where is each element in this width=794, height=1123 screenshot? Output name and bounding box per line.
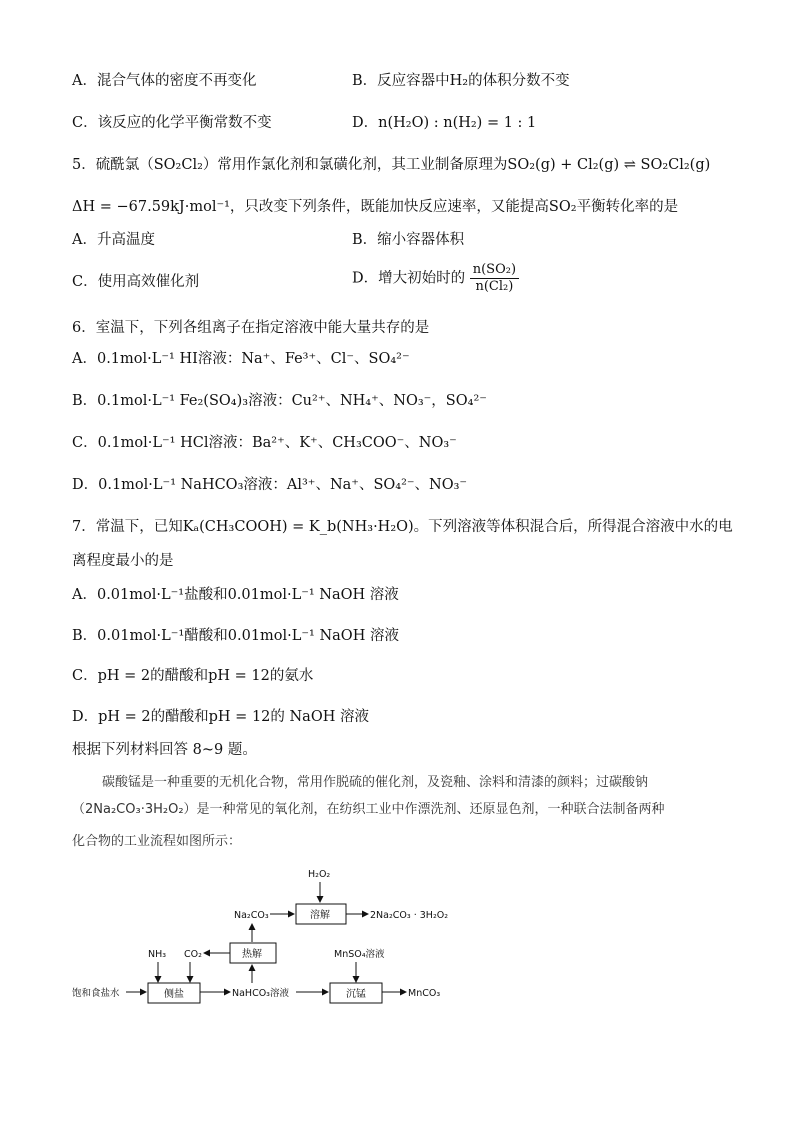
q5-option-b: B．缩小容器体积 <box>352 232 465 248</box>
q5-option-d-fraction <box>470 262 519 295</box>
q7-option-d: D．pH = 2的醋酸和pH = 12的 NaOH 溶液 <box>72 709 369 725</box>
flow-na2co3-label: Na₂CO₃ <box>234 910 269 921</box>
q5-stem-line2: ΔH = −67.59kJ·mol⁻¹，只改变下列条件，既能加快反应速率，又能提高SO₂平衡转化率的是 <box>72 199 679 215</box>
q7-stem-line2: 离程度最小的是 <box>72 553 174 569</box>
q5-stem-line1: 5．硫酰氯（SO₂Cl₂）常用作氯化剂和氯磺化剂，其工业制备原理为SO₂(g) + Cl₂(g) ⇌ SO₂Cl₂(g) <box>72 157 711 173</box>
q5-option-d <box>352 262 519 295</box>
flow-nh3-label: NH₃ <box>148 949 167 960</box>
q5-option-a: A．升高温度 <box>72 232 155 248</box>
q5-option-d-denominator: n(Cl₂) <box>475 279 514 294</box>
flow-pyrolysis-label: 热解 <box>242 949 262 960</box>
q6-option-a: A．0.1mol·L⁻¹ HI溶液：Na⁺、Fe³⁺、Cl⁻、SO₄²⁻ <box>72 351 410 367</box>
process-flow-diagram <box>72 866 472 1012</box>
flow-dissolve-label: 溶解 <box>310 910 330 921</box>
q7-option-b: B．0.01mol·L⁻¹醋酸和0.01mol·L⁻¹ NaOH 溶液 <box>72 628 399 644</box>
q4-option-d: D．n(H₂O) : n(H₂) = 1 : 1 <box>352 115 537 131</box>
flow-box-precipitate <box>330 983 382 1003</box>
flow-box-dissolve <box>296 904 346 924</box>
q4-option-a: A．混合气体的密度不再变化 <box>72 73 257 89</box>
q5-option-c: C．使用高效催化剂 <box>72 274 200 290</box>
flow-box-pyrolysis <box>230 943 276 963</box>
flow-box-salt <box>148 983 200 1003</box>
flow-product2-label: MnCO₃ <box>408 988 441 999</box>
flow-brine-label: 饱和食盐水 <box>72 988 120 999</box>
material-paragraph-line2: （2Na₂CO₃·3H₂O₂）是一种常见的氧化剂，在纺织工业中作漂洗剂、还原显色剂，一种联合法制备两种 <box>72 802 665 817</box>
flow-h2o2-label: H₂O₂ <box>308 869 331 880</box>
flow-product1-label: 2Na₂CO₃ · 3H₂O₂ <box>370 910 449 921</box>
q4-option-b: B．反应容器中H₂的体积分数不变 <box>352 73 570 89</box>
flow-precip-label: 沉锰 <box>346 989 366 1000</box>
flow-co2-label: CO₂ <box>184 949 202 960</box>
q4-option-c: C．该反应的化学平衡常数不变 <box>72 115 272 131</box>
q7-stem-line1: 7．常温下，已知Kₐ(CH₃COOH) = K_b(NH₃·H₂O)。下列溶液等体积混合后，所得混合溶液中水的电 <box>72 519 733 535</box>
q6-stem: 6．室温下，下列各组离子在指定溶液中能大量共存的是 <box>72 320 430 336</box>
material-paragraph-line1: 碳酸锰是一种重要的无机化合物，常用作脱硫的催化剂，及瓷釉、涂料和清漆的颜料；过碳酸钠 <box>102 775 649 790</box>
material-intro: 根据下列材料回答 8~9 题。 <box>72 742 257 758</box>
q6-option-b: B．0.1mol·L⁻¹ Fe₂(SO₄)₃溶液：Cu²⁺、NH₄⁺、NO₃⁻，SO₄²⁻ <box>72 393 487 409</box>
q6-option-c: C．0.1mol·L⁻¹ HCl溶液：Ba²⁺、K⁺、CH₃COO⁻、NO₃⁻ <box>72 435 457 451</box>
q6-option-d: D．0.1mol·L⁻¹ NaHCO₃溶液：Al³⁺、Na⁺、SO₄²⁻、NO₃⁻ <box>72 477 468 493</box>
q5-option-d-prefix: D．增大初始时的 <box>352 270 466 287</box>
material-paragraph-line3: 化合物的工业流程如图所示： <box>72 834 242 849</box>
flow-nahco3-label: NaHCO₃溶液 <box>232 988 289 999</box>
q5-option-d-numerator: n(SO₂) <box>470 262 519 279</box>
q7-option-c: C．pH = 2的醋酸和pH = 12的氨水 <box>72 668 314 684</box>
flow-mnso4-label: MnSO₄溶液 <box>334 949 385 960</box>
q7-option-a: A．0.01mol·L⁻¹盐酸和0.01mol·L⁻¹ NaOH 溶液 <box>72 587 399 603</box>
flow-salt-label: 侧盐 <box>164 989 184 1000</box>
